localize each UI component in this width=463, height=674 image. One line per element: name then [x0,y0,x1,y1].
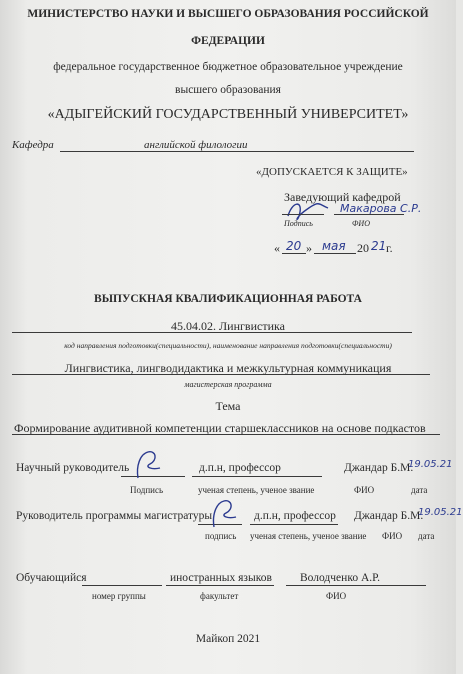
student-name-line [286,585,426,586]
work-program: Лингвистика, лингводидактика и межкультурная коммуникация [64,361,392,375]
program-head-label: Руководитель программы магистратуры [16,510,213,522]
department-label: Кафедра [12,139,54,151]
ministry-line-1: МИНИСТЕРСТВО НАУКИ И ВЫСШЕГО ОБРАЗОВАНИЯ РОССИЙСКОЙ [27,8,429,20]
program-head-signature [206,497,246,531]
city-year: Майкоп 2021 [195,633,261,645]
supervisor-signature [130,448,170,482]
supervisor-caption-signature: Подпись [130,485,164,495]
student-caption-faculty: факультет [200,591,239,601]
university-name: «АДЫГЕЙСКИЙ ГОСУДАРСТВЕННЫЙ УНИВЕРСИТЕТ» [47,107,409,122]
work-program-caption: магистерская программа [184,380,272,389]
program-head-degree: д.п.н, профессор [254,510,336,522]
program-head-name: Джандар Б.М. [354,510,424,522]
head-of-department-label: Заведующий кафедрой [284,190,401,204]
supervisor-label: Научный руководитель [16,462,130,474]
approval-year-end: г. [386,241,393,255]
program-head-degree-line [250,524,338,525]
head-handwritten-name: Макарова С.Р. [340,202,422,215]
program-head-date: 19.05.21 [418,507,463,518]
approval-month: мая [322,239,346,253]
student-faculty: иностранных языков [170,572,272,584]
head-signature-caption: Подпись [284,219,313,228]
approval-day-line [282,253,306,254]
theme-label: Тема [215,399,241,413]
approval-title: «ДОПУСКАЕТСЯ К ЗАЩИТЕ» [256,166,408,178]
approval-day: 20 [286,239,302,253]
supervisor-caption-degree: ученая степень, ученое звание [198,485,315,495]
student-caption-group: номер группы [92,591,146,601]
program-head-caption-date: дата [418,531,435,541]
supervisor-date: 19.05.21 [408,459,453,470]
program-head-caption-name: ФИО [382,531,403,541]
work-code-caption: код направления подготовки(специальности), наименование направления подготовки(специальности) [64,341,392,350]
work-code: 45.04.02. Лингвистика [171,319,285,333]
ministry-line-2: ФЕДЕРАЦИИ [191,35,265,47]
student-faculty-line [166,585,274,586]
institution-line-2: высшего образования [175,84,281,96]
approval-month-line [314,253,356,254]
head-name-line [334,214,404,215]
work-program-underline [12,374,430,375]
work-theme: Формирование аудитивной компетенции старшеклассников на основе подкастов [14,421,426,435]
approval-year-suffix: 21 [371,239,387,253]
department-value: английской филологии [144,139,248,151]
program-head-caption-signature: подпись [205,531,237,541]
department-underline [60,151,414,152]
head-signature-line [282,214,324,215]
work-code-underline [12,332,412,333]
student-name: Володченко А.Р. [300,572,380,584]
student-label: Обучающийся [16,572,87,584]
work-title: ВЫПУСКНАЯ КВАЛИФИКАЦИОННАЯ РАБОТА [94,293,362,305]
work-theme-underline [12,434,440,435]
supervisor-degree: д.п.н, профессор [199,462,281,474]
student-group-line [82,585,162,586]
supervisor-degree-line [192,476,322,477]
approval-year-prefix: 20 [357,241,369,255]
institution-line-1: федеральное государственное бюджетное образовательное учреждение [53,61,403,73]
approval-date-close-quote: » [306,241,312,255]
supervisor-name: Джандар Б.М. [344,462,414,474]
supervisor-caption-date: дата [411,485,428,495]
supervisor-caption-name: ФИО [354,485,375,495]
head-name-caption: ФИО [352,219,370,228]
approval-date-open-quote: « [274,241,280,255]
student-caption-name: ФИО [326,591,347,601]
program-head-caption-degree: ученая степень, ученое звание [250,531,367,541]
